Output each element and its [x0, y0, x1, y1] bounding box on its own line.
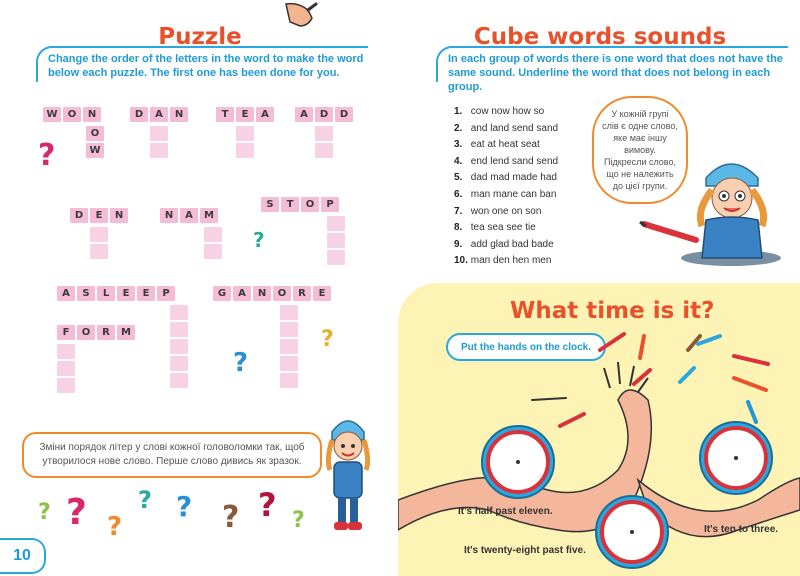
tile: D	[130, 107, 148, 122]
tile: E	[236, 107, 254, 122]
page-number: 10	[0, 538, 46, 574]
tiles-tea	[216, 107, 274, 122]
clock-face[interactable]	[592, 492, 672, 572]
word-group[interactable]	[454, 154, 558, 171]
group-number: 9.	[454, 238, 463, 250]
blank-tile[interactable]	[170, 373, 188, 388]
tile: F	[57, 325, 75, 340]
word-group[interactable]	[454, 170, 558, 187]
blank-column	[280, 305, 298, 388]
tile: W	[86, 143, 104, 158]
group-words: dad mad made had	[470, 172, 557, 184]
tiles-form	[57, 325, 135, 340]
puzzle-ua-note: Зміни порядок літер у слові кожної головоломки так, щоб утворилося нове слово. Перше слово дивись як зразок.	[22, 432, 322, 478]
tile: G	[213, 286, 231, 301]
question-mark-icon: ?	[107, 512, 123, 542]
tile: T	[216, 107, 234, 122]
tile: N	[253, 286, 271, 301]
tile: N	[170, 107, 188, 122]
tile: E	[117, 286, 135, 301]
question-mark-icon: ?	[233, 348, 249, 378]
girl-character-icon	[318, 410, 378, 534]
tiles-dan	[130, 107, 188, 122]
tiles-ganore	[213, 286, 331, 301]
tiles-den	[70, 208, 128, 223]
blank-tile[interactable]	[204, 244, 222, 259]
word-group[interactable]	[454, 237, 558, 254]
cube-words-title: Cube words sounds	[473, 24, 727, 50]
group-number: 3.	[454, 139, 463, 151]
pointing-hand-icon	[278, 0, 318, 34]
tile: O	[77, 325, 95, 340]
time-title: What time is it?	[510, 298, 715, 324]
blank-tile[interactable]	[57, 344, 75, 359]
blank-tile[interactable]	[280, 305, 298, 320]
word-group-list	[454, 104, 558, 270]
blank-tile[interactable]	[90, 227, 108, 242]
blank-tile[interactable]	[327, 250, 345, 265]
group-number: 5.	[454, 172, 463, 184]
tiles-stop	[261, 197, 339, 212]
tile: A	[256, 107, 274, 122]
blank-column	[57, 344, 75, 393]
clock-label-twenty-eight-past-five: It's twenty-eight past five.	[464, 545, 586, 556]
blank-column	[204, 227, 222, 259]
tile: E	[90, 208, 108, 223]
group-words: won one on son	[470, 205, 542, 217]
blank-tile[interactable]	[236, 126, 254, 141]
tiles-add	[295, 107, 353, 122]
blank-column	[236, 126, 254, 158]
tile: A	[233, 286, 251, 301]
tile: A	[150, 107, 168, 122]
blank-tile[interactable]	[170, 305, 188, 320]
blank-tile[interactable]	[315, 126, 333, 141]
group-number: 2.	[454, 122, 463, 134]
group-number: 1.	[454, 106, 463, 117]
word-group[interactable]	[454, 121, 558, 138]
tile: E	[137, 286, 155, 301]
question-mark-icon: ?	[138, 486, 152, 514]
blank-tile[interactable]	[150, 126, 168, 141]
tile: S	[77, 286, 95, 301]
group-words: man mane can ban	[470, 188, 557, 200]
tile: T	[281, 197, 299, 212]
tile: M	[117, 325, 135, 340]
tile: M	[200, 208, 218, 223]
word-group[interactable]	[454, 187, 558, 204]
tile: D	[335, 107, 353, 122]
question-mark-icon: ?	[258, 486, 277, 524]
group-words: tea sea see tie	[470, 222, 536, 234]
question-mark-icon: ?	[253, 228, 265, 252]
blank-column	[150, 126, 168, 158]
word-group[interactable]	[454, 220, 558, 237]
tile: L	[97, 286, 115, 301]
blank-tile[interactable]	[170, 356, 188, 371]
blank-tile[interactable]	[90, 244, 108, 259]
blank-tile[interactable]	[150, 143, 168, 158]
question-mark-icon: ?	[38, 138, 56, 173]
word-group[interactable]	[454, 204, 558, 221]
group-number: 7.	[454, 205, 463, 217]
tile: S	[261, 197, 279, 212]
tile: O	[86, 126, 104, 141]
group-number: 10.	[454, 255, 468, 267]
blank-tile[interactable]	[280, 322, 298, 337]
blank-tile[interactable]	[204, 227, 222, 242]
tile: N	[110, 208, 128, 223]
blank-tile[interactable]	[280, 339, 298, 354]
tile: O	[273, 286, 291, 301]
tile: O	[301, 197, 319, 212]
tile: A	[180, 208, 198, 223]
blank-column	[170, 305, 188, 388]
question-mark-icon: ?	[292, 508, 305, 533]
clock-label-ten-to-three: It's ten to three.	[704, 524, 779, 535]
tile: P	[321, 197, 339, 212]
blank-column	[90, 227, 108, 259]
tile: D	[70, 208, 88, 223]
blank-tile[interactable]	[280, 373, 298, 388]
tiles-asleep	[57, 286, 175, 301]
group-number: 6.	[454, 188, 463, 200]
group-number: 8.	[454, 222, 463, 234]
group-number: 4.	[454, 155, 463, 167]
question-mark-icon: ?	[66, 492, 87, 533]
blank-tile[interactable]	[315, 143, 333, 158]
group-words: add glad bad bade	[470, 238, 554, 250]
group-words: cow now how so	[470, 106, 545, 117]
puzzle-instruction: Change the order of the letters in the word to make the word below each puzzle. The first one has been done for you.	[48, 53, 364, 79]
cube-instruction: In each group of words there is one word that does not have the same sound. Underline the word that does not belong in each group.	[448, 53, 783, 93]
tiles-now	[86, 126, 104, 158]
blank-tile[interactable]	[57, 361, 75, 376]
group-words: and land send sand	[470, 122, 559, 134]
tile: N	[83, 107, 101, 122]
tile: O	[63, 107, 81, 122]
tile: A	[295, 107, 313, 122]
blank-tile[interactable]	[236, 143, 254, 158]
word-group[interactable]	[454, 104, 558, 121]
tile: A	[57, 286, 75, 301]
tile: N	[160, 208, 178, 223]
tile: R	[97, 325, 115, 340]
group-words: man den hen men	[470, 255, 552, 267]
word-group[interactable]	[454, 253, 558, 270]
tile: D	[315, 107, 333, 122]
tile: R	[293, 286, 311, 301]
clock-label-half-past-eleven: It's half past eleven.	[458, 506, 553, 517]
question-mark-icon: ?	[176, 490, 193, 523]
clock-hands-scatter	[520, 330, 790, 450]
question-mark-icon: ?	[321, 327, 334, 352]
puzzle-title: Puzzle	[158, 24, 242, 50]
girl-with-pencil-icon	[636, 150, 786, 270]
blank-tile[interactable]	[57, 378, 75, 393]
question-mark-icon: ?	[38, 500, 51, 525]
tiles-won	[43, 107, 101, 122]
group-words: end lend sand send	[470, 155, 559, 167]
blank-tile[interactable]	[280, 356, 298, 371]
blank-tile[interactable]	[327, 233, 345, 248]
blank-tile[interactable]	[170, 322, 188, 337]
blank-tile[interactable]	[170, 339, 188, 354]
tile: E	[313, 286, 331, 301]
blank-tile[interactable]	[327, 216, 345, 231]
question-mark-icon: ?	[222, 500, 240, 535]
word-group[interactable]	[454, 137, 558, 154]
tile: P	[157, 286, 175, 301]
group-words: eat at heat seat	[470, 139, 540, 151]
tiles-nam	[160, 208, 218, 223]
blank-column	[327, 216, 345, 265]
cube-ua-note: У кожній групі слів є одне слово, яке має іншу вимову. Підкресли слово, що не належить до цієї групи.	[592, 96, 688, 204]
blank-column	[315, 126, 333, 158]
time-instruction: Put the hands on the clock.	[446, 333, 606, 361]
tile: W	[43, 107, 61, 122]
